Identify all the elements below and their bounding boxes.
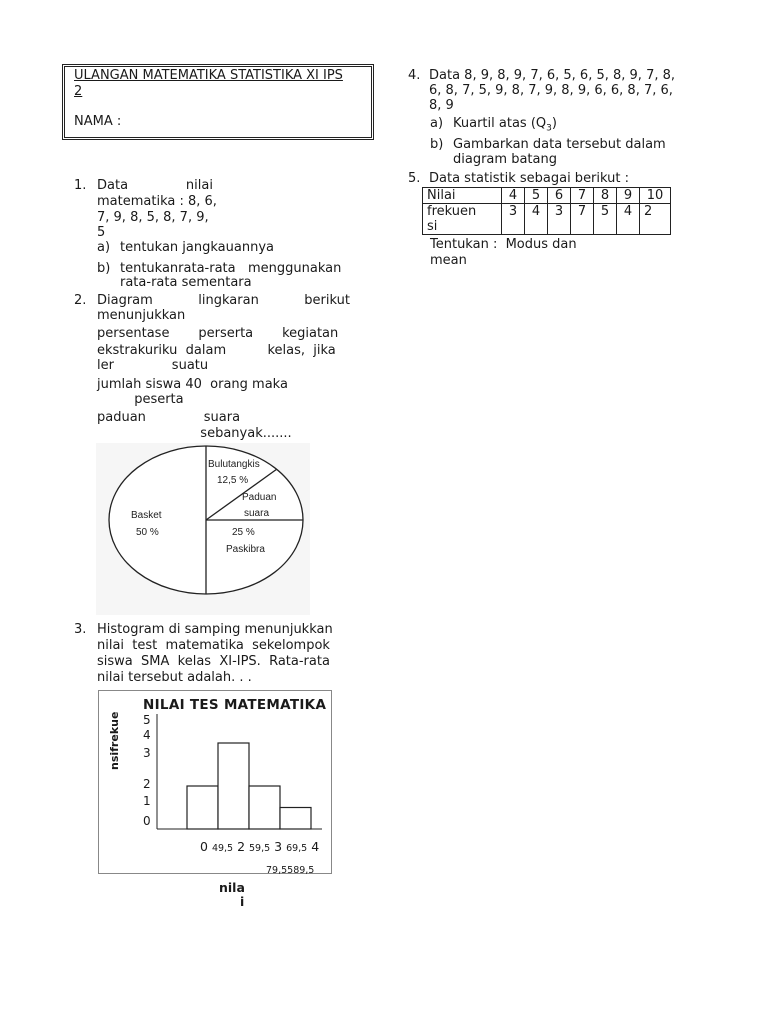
q3-number: 3. <box>74 622 87 637</box>
table-header-frekuensi-2: si <box>427 219 438 234</box>
table-cell: 4 <box>617 204 640 235</box>
pie-chart <box>96 443 310 615</box>
histogram-y-tick: 1 <box>143 794 151 808</box>
q2-line: sebanyak....... <box>97 426 292 441</box>
exam-title: ULANGAN MATEMATIKA STATISTIKA XI IPS <box>74 68 343 83</box>
histogram-y-tick: 5 <box>143 713 151 727</box>
q1-line: 7, 9, 8, 5, 8, 7, 9, <box>97 210 209 225</box>
pie-pct-bulutangkis: 12,5 % <box>217 475 249 486</box>
q3-line: siswa SMA kelas XI-IPS. Rata-rata <box>97 654 330 669</box>
histogram-x-tick-row2: 79,5589,5 <box>266 865 315 876</box>
pie-chart-svg <box>96 443 310 615</box>
q1b-label: b) <box>97 261 111 276</box>
pie-label-paskibra: Paskibra <box>226 544 265 555</box>
histogram-y-tick: 0 <box>143 814 151 828</box>
table-cell: 4 <box>525 204 548 235</box>
q1-number: 1. <box>74 178 87 193</box>
histogram-x-tick: 49,5 <box>211 843 234 854</box>
frequency-table <box>422 187 671 235</box>
table-cell: 5 <box>525 188 548 204</box>
q5-task: Tentukan : Modus dan <box>430 237 577 252</box>
q4b-text: Gambarkan data tersebut dalam <box>453 137 666 152</box>
table-cell: 7 <box>571 188 594 204</box>
q1-line: Data nilai <box>97 178 213 193</box>
histogram-x-tick: 3 <box>270 839 287 854</box>
histogram-x-tick: 59,5 <box>249 843 271 854</box>
q4-line: 6, 8, 7, 5, 9, 8, 7, 9, 8, 9, 6, 6, 8, 7, 6, <box>429 83 673 98</box>
histogram-x-tick: 69,5 <box>286 843 308 854</box>
histogram-x-tick: 2 <box>233 839 249 854</box>
table-cell: 8 <box>594 188 617 204</box>
q2-line: ekstrakuriku dalam kelas, jika <box>97 343 336 358</box>
q4-line: 8, 9 <box>429 98 454 113</box>
q1b-text: tentukanrata-rata menggunakan <box>120 261 342 276</box>
q4a-subscript: 3 <box>546 123 552 134</box>
q2-line: menunjukkan <box>97 308 186 323</box>
q5-intro: Data statistik sebagai berikut : <box>429 171 629 186</box>
q3-line: nilai test matematika sekelompok <box>97 638 330 653</box>
name-label: NAMA : <box>74 114 122 129</box>
q2-line: jumlah siswa 40 orang maka <box>97 377 288 392</box>
q4-line: Data 8, 9, 8, 9, 7, 6, 5, 6, 5, 8, 9, 7, 8, <box>429 68 676 83</box>
q4a-text-main: Kuartil atas (Q <box>453 116 547 131</box>
histogram-y-tick: 2 <box>143 777 151 791</box>
table-header-frekuensi-1: frekuen <box>427 204 477 219</box>
table-cell: 7 <box>571 204 594 235</box>
histogram-x-tick: 4 <box>307 839 320 854</box>
q4a-close: ) <box>551 116 557 131</box>
table-header-nilai: Nilai <box>423 188 502 204</box>
q4a-text <box>453 116 557 137</box>
table-row <box>423 188 671 204</box>
histogram-x-axis-label-2: i <box>240 894 245 909</box>
pie-label-basket: Basket <box>131 510 162 521</box>
q1a-label: a) <box>97 240 111 255</box>
pie-label-paduan-suara: suara <box>244 508 270 519</box>
q1-line: matematika : 8, 6, <box>97 194 217 209</box>
q2-line: persentase perserta kegiatan <box>97 326 339 341</box>
exam-title-line2: 2 <box>74 84 83 99</box>
q2-number: 2. <box>74 293 87 308</box>
q1-line: 5 <box>97 225 106 240</box>
q4a-label: a) <box>430 116 444 131</box>
q5-number: 5. <box>408 171 421 186</box>
q2-line: Diagram lingkaran berikut <box>97 293 350 308</box>
table-header-frekuensi <box>423 204 502 235</box>
table-cell: 4 <box>502 188 525 204</box>
q5-task-2: mean <box>430 253 467 268</box>
table-cell: 6 <box>548 188 571 204</box>
table-cell: 5 <box>594 204 617 235</box>
histogram-y-tick: 3 <box>143 746 151 760</box>
histogram-x-tick: 0 <box>200 839 212 854</box>
histogram-y-tick: 4 <box>143 728 151 742</box>
table-cell: 2 <box>640 204 671 235</box>
histogram-title: NILAI TES MATEMATIKA <box>143 697 327 713</box>
q4-number: 4. <box>408 68 421 83</box>
q1a-text: tentukan jangkauannya <box>120 240 274 255</box>
pie-label-bulutangkis: Bulutangkis <box>208 459 260 470</box>
q3-line: nilai tersebut adalah. . . <box>97 670 252 685</box>
q2-line: peserta <box>97 392 184 407</box>
table-cell: 3 <box>548 204 571 235</box>
q4b-text: diagram batang <box>453 152 557 167</box>
table-cell: 10 <box>640 188 671 204</box>
table-row <box>423 204 671 235</box>
q4b-label: b) <box>430 137 444 152</box>
histogram-x-ticks <box>200 839 319 854</box>
histogram-x-axis-label: nila <box>219 880 245 895</box>
q2-line: paduan suara <box>97 410 241 425</box>
q3-line: Histogram di samping menunjukkan <box>97 622 333 637</box>
pie-label-paduan: Paduan <box>242 492 277 503</box>
table-cell: 3 <box>502 204 525 235</box>
pie-pct-basket: 50 % <box>136 527 159 538</box>
table-cell: 9 <box>617 188 640 204</box>
q2-line: ler suatu <box>97 358 209 373</box>
q1b-text: rata-rata sementara <box>120 275 252 290</box>
histogram-y-axis-label: nsifrekue <box>108 711 121 770</box>
pie-pct-paskibra: 25 % <box>232 527 255 538</box>
